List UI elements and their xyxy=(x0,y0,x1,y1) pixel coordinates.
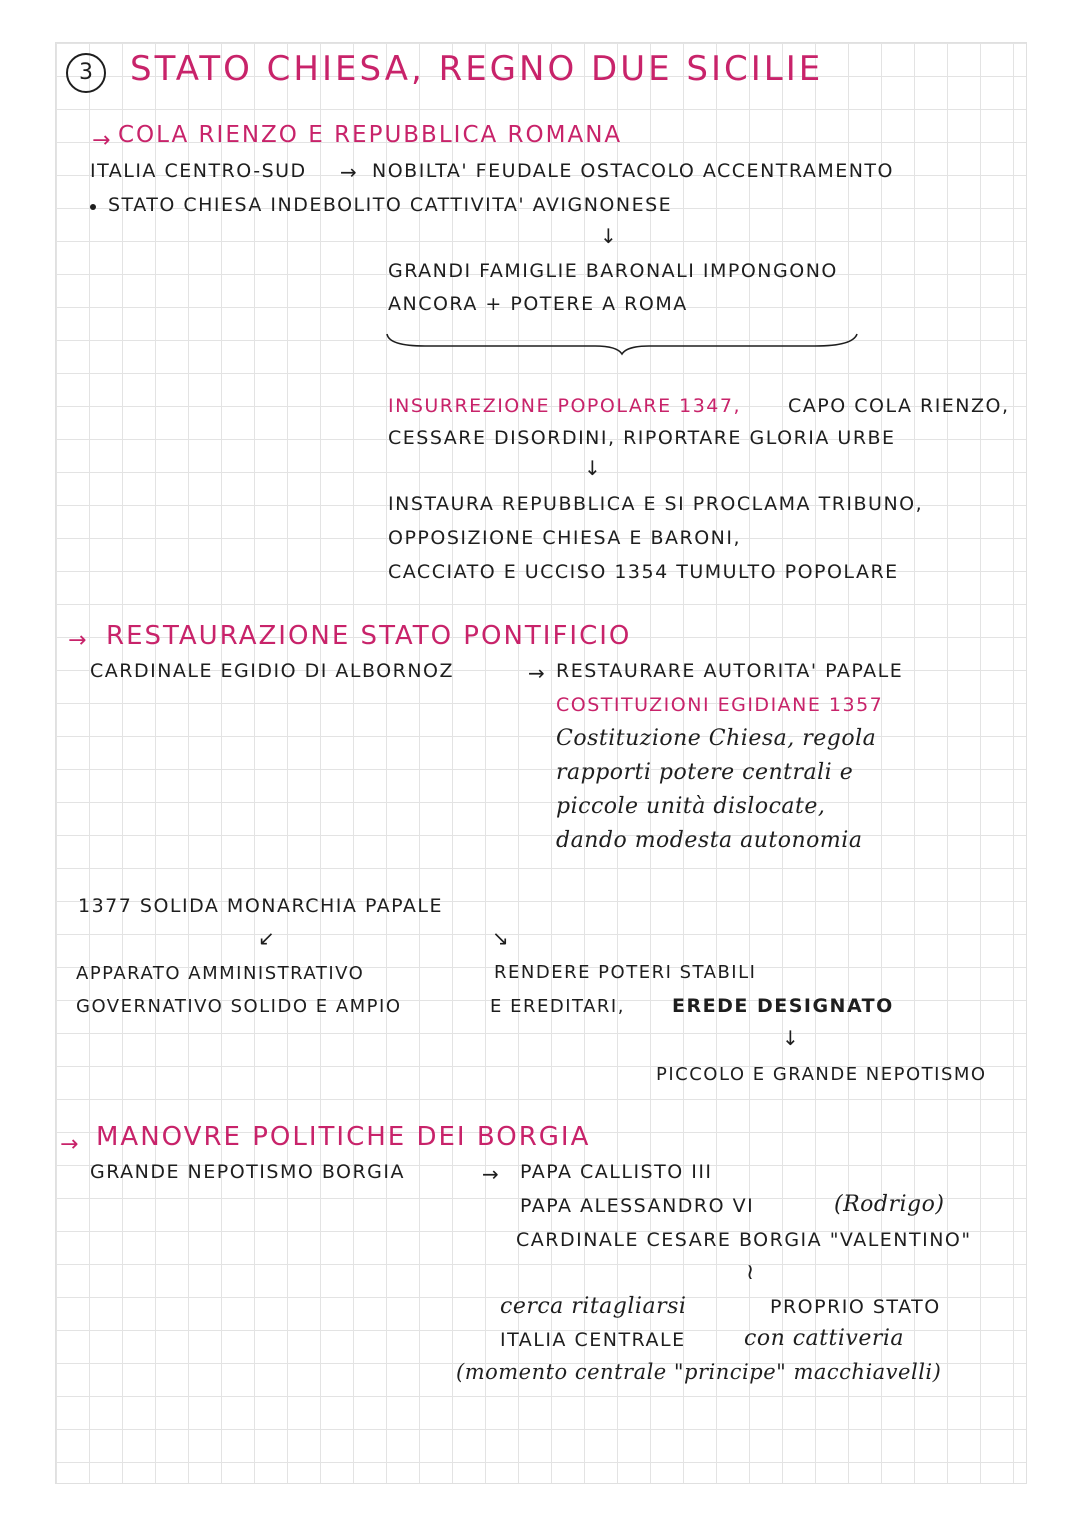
arrow-right-icon: → xyxy=(60,1132,79,1157)
text-italia-centrale: ITALIA CENTRALE xyxy=(500,1329,686,1351)
section-number-badge: 3 xyxy=(66,53,106,93)
text-proprio-stato: PROPRIO STATO xyxy=(770,1296,941,1318)
page-title: STATO CHIESA, REGNO DUE SICILIE xyxy=(130,49,824,89)
note-cerca-ritagliarsi: cerca ritagliarsi xyxy=(500,1294,687,1319)
text-costituzioni-egidiane: COSTITUZIONI EGIDIANE 1357 xyxy=(556,694,884,716)
note-rapporti-potere: rapporti potere centrali e xyxy=(556,760,854,785)
squiggle-arrow-icon: ≀ xyxy=(746,1260,755,1285)
text-cessare-disordini: CESSARE DISORDINI, RIPORTARE GLORIA URBE xyxy=(388,427,896,449)
text-italia-centro-sud: ITALIA CENTRO-SUD xyxy=(90,160,307,182)
text-apparato-amministrativo: APPARATO AMMINISTRATIVO xyxy=(76,963,365,984)
note-momento-centrale: (momento centrale "principe" macchiavelli) xyxy=(456,1360,942,1384)
heading-cola-rienzo: COLA RIENZO E REPUBBLICA ROMANA xyxy=(118,122,623,148)
arrow-down-left-icon: ↙ xyxy=(258,926,275,950)
curly-brace-icon xyxy=(385,330,860,356)
arrow-down-icon: ↓ xyxy=(600,224,617,248)
note-rodrigo: (Rodrigo) xyxy=(834,1192,945,1217)
arrow-right-icon: → xyxy=(92,128,111,153)
text-stato-chiesa-indebolito: STATO CHIESA INDEBOLITO CATTIVITA' AVIGNONESE xyxy=(108,194,673,216)
text-capo-cola-rienzo: CAPO COLA RIENZO, xyxy=(788,395,1010,417)
text-papa-alessandro: PAPA ALESSANDRO VI xyxy=(520,1195,755,1217)
text-cesare-borgia: CARDINALE CESARE BORGIA "VALENTINO" xyxy=(516,1229,972,1251)
text-grande-nepotismo-borgia: GRANDE NEPOTISMO BORGIA xyxy=(90,1161,406,1183)
text-insurrezione-popolare: INSURREZIONE POPOLARE 1347, xyxy=(388,395,742,417)
text-restaurare-autorita: RESTAURARE AUTORITA' PAPALE xyxy=(556,660,904,682)
arrow-down-right-icon: ↘ xyxy=(492,926,509,950)
text-nepotismo: PICCOLO E GRANDE NEPOTISMO xyxy=(656,1064,987,1085)
arrow-right-icon: → xyxy=(340,160,357,184)
text-rendere-poteri: RENDERE POTERI STABILI xyxy=(494,962,757,983)
grid-paper xyxy=(55,42,1027,1484)
text-nobilta-feudale: NOBILTA' FEUDALE OSTACOLO ACCENTRAMENTO xyxy=(372,160,894,182)
bullet-dot xyxy=(90,204,96,210)
heading-restaurazione: RESTAURAZIONE STATO PONTIFICIO xyxy=(106,621,632,651)
arrow-right-icon: → xyxy=(482,1162,499,1186)
text-erede-designato: EREDE DESIGNATO xyxy=(672,995,894,1017)
note-costituzione-chiesa: Costituzione Chiesa, regola xyxy=(556,726,877,751)
text-solida-monarchia: 1377 SOLIDA MONARCHIA PAPALE xyxy=(78,895,444,917)
note-piccole-unita: piccole unità dislocate, xyxy=(556,794,826,819)
text-cardinale-albornoz: CARDINALE EGIDIO DI ALBORNOZ xyxy=(90,660,454,682)
text-ereditari: E EREDITARI, xyxy=(490,996,625,1017)
arrow-down-icon: ↓ xyxy=(782,1026,799,1050)
text-papa-callisto: PAPA CALLISTO III xyxy=(520,1161,713,1183)
arrow-down-icon: ↓ xyxy=(584,456,601,480)
heading-borgia: MANOVRE POLITICHE DEI BORGIA xyxy=(96,1122,591,1152)
text-opposizione-chiesa: OPPOSIZIONE CHIESA E BARONI, xyxy=(388,527,742,549)
text-ancora-potere: ANCORA + POTERE A ROMA xyxy=(388,293,688,315)
arrow-right-icon: → xyxy=(528,661,545,685)
arrow-right-icon: → xyxy=(68,628,87,653)
note-con-cattiveria: con cattiveria xyxy=(744,1326,905,1351)
text-governativo-solido: GOVERNATIVO SOLIDO E AMPIO xyxy=(76,996,402,1017)
text-cacciato-ucciso: CACCIATO E UCCISO 1354 TUMULTO POPOLARE xyxy=(388,561,899,583)
text-grandi-famiglie: GRANDI FAMIGLIE BARONALI IMPONGONO xyxy=(388,260,838,282)
text-instaura-repubblica: INSTAURA REPUBBLICA E SI PROCLAMA TRIBUNO, xyxy=(388,493,924,515)
note-modesta-autonomia: dando modesta autonomia xyxy=(556,828,863,853)
